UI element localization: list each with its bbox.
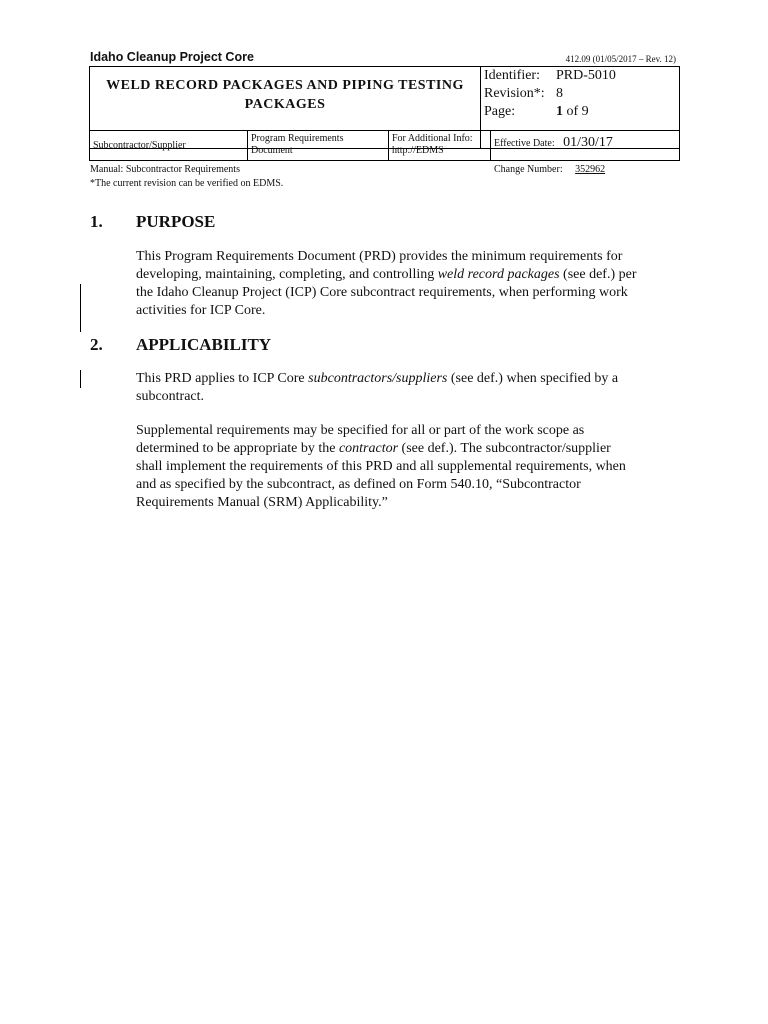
section-1-title: PURPOSE — [136, 212, 216, 231]
page-of: of 9 — [566, 104, 589, 119]
page-label: Page: — [484, 104, 516, 119]
s2-p2-line-3: shall implement the requirements of this PRD and all supplemental requirements, when — [136, 459, 626, 474]
s1-line-2-pre: developing, maintaining, completing, and controlling — [136, 267, 438, 282]
identifier-row — [484, 68, 616, 84]
change-bar-1 — [80, 284, 81, 332]
cell-additional-info — [388, 130, 491, 161]
info-line-2: http://EDMS — [392, 145, 444, 156]
s1-weld-record-packages: weld record packages — [437, 267, 560, 282]
title-line-2: PACKAGES — [244, 97, 326, 112]
s2-line-2: subcontract. — [136, 389, 205, 404]
s2-p2-line-2-pre: determined to be appropriate by the — [136, 441, 339, 456]
program-line-1: Program Requirements — [251, 133, 344, 144]
cell-subcontractor: Subcontractor/Supplier — [89, 130, 248, 161]
s2-contractor: contractor — [338, 441, 399, 456]
identifier-value: PRD-5010 — [556, 68, 616, 83]
s1-line-4: activities for ICP Core. — [136, 303, 266, 318]
page-current: 1 — [556, 104, 563, 119]
title-line-1: WELD RECORD PACKAGES AND PIPING TESTING — [106, 78, 464, 93]
manual-label: Manual: Subcontractor Requirements — [90, 164, 240, 175]
organization-name: Idaho Cleanup Project Core — [90, 50, 254, 64]
program-line-2: Document — [251, 145, 293, 156]
section-2-heading — [90, 335, 271, 355]
cell-program — [247, 130, 389, 161]
section-1-paragraph — [136, 248, 676, 320]
effective-date-value: 01/30/17 — [563, 135, 613, 150]
s2-line-1-pre: This PRD applies to ICP Core — [136, 371, 309, 386]
page-row — [484, 104, 589, 120]
identifier-label: Identifier: — [484, 68, 540, 83]
s1-line-1: This Program Requirements Document (PRD) provides the minimum requirements for — [136, 249, 623, 264]
s2-p2-line-2-post: (see def.). The subcontractor/supplier — [398, 441, 611, 456]
cell-effective-date — [490, 130, 680, 161]
form-id: 412.09 (01/05/2017 – Rev. 12) — [565, 54, 676, 64]
s2-p2-line-1: Supplemental requirements may be specified for all or part of the work scope as — [136, 423, 585, 438]
revision-row — [484, 86, 563, 102]
s2-p2-line-4: and as specified by the subcontract, as defined on Form 540.10, “Subcontractor — [136, 477, 581, 492]
change-number-label: Change Number: — [494, 164, 563, 175]
section-1-heading — [90, 212, 215, 232]
section-1-number: 1. — [90, 212, 103, 231]
change-bar-2 — [80, 370, 81, 388]
document-title — [90, 76, 480, 114]
section-2-number: 2. — [90, 335, 103, 354]
info-line-1: For Additional Info: — [392, 133, 473, 144]
s1-line-2-post: (see def.) per — [559, 267, 637, 282]
section-2-paragraph-2 — [136, 422, 676, 512]
s2-p2-line-2 — [136, 440, 676, 458]
effective-date-label: Effective Date: — [494, 138, 555, 149]
revision-label: Revision*: — [484, 86, 545, 101]
change-number-value: 352962 — [575, 164, 606, 175]
change-number — [494, 164, 605, 175]
revision-value: 8 — [556, 86, 563, 101]
s2-p2-line-5: Requirements Manual (SRM) Applicability.” — [136, 495, 388, 510]
s1-line-2 — [136, 266, 676, 284]
s2-subcontractors-suppliers: subcontractors/suppliers — [308, 371, 448, 386]
s1-line-3: the Idaho Cleanup Project (ICP) Core subcontract requirements, when performing work — [136, 285, 628, 300]
revision-note: *The current revision can be verified on EDMS. — [90, 178, 284, 189]
section-2-title: APPLICABILITY — [136, 335, 272, 354]
s2-line-1 — [136, 370, 676, 388]
section-2-paragraph-1 — [136, 370, 676, 406]
s2-line-1-post: (see def.) when specified by a — [447, 371, 619, 386]
